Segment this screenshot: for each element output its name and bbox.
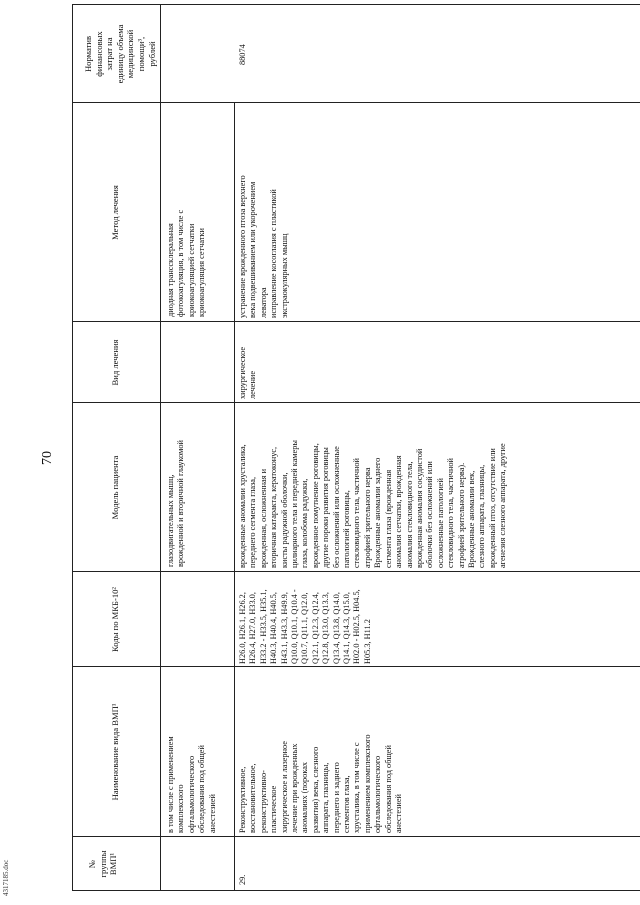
header-treatment-method: Метод лечения [110,185,120,240]
table-top-border [72,5,73,891]
header-vmp-name: Наименование вида ВМП¹ [110,703,120,801]
continuation-treatment-method: диодная транссклеральная фотокоагуляция, в том числе с криокоагуляцией сетчатки криокоагуляция сетчатки [166,209,207,317]
table-right-border [72,4,640,5]
row29-vmp-name: Реконструктивное, восстановительное, реконструктивно- пластическое хирургическое и лазерное лечение при врожденных аномалиях (пороках развития) века, слезного аппарата, глазницы, переднего и заднего сегментов глаза, хрусталика, в том числе с применением комплексного офтальмологического обследования под общей анестезией [238,734,404,833]
header-icd-codes: Коды по МКБ-10² [110,586,120,653]
header-group-number: № группы ВМП¹ [87,850,119,878]
continuation-vmp-name: в том числе с применением комплексного офтальмологического обследования под общей анестезией [166,736,217,833]
header-cost-norm: Норматив финансовых затрат на единицу объема медицинской помощи³, рублей [83,24,157,84]
row29-group-number: 29. [238,874,247,885]
row29-icd-codes: H26.0, H26.1, H26.2, H26.4, H27.0, H33.0, H33.2 - H33.5, H35.1, H40.3, H40.4, H40.5, H43.1, H43.3, H49.9, Q10.0, Q10.1, Q10.4 - Q10.7, Q11.1, Q12.0, Q12.1, Q12.3, Q12.4, Q12.8, Q13.0, Q13.3, Q13.4, Q13.8, Q14.0, Q14.1, Q14.3, Q15.0, H02.0 - H02.5, H04.5, H05.3, H11.2 [238,589,372,664]
row29-treatment-type: хирургическое лечение [238,346,258,399]
continuation-patient-model: глазодвигательных мышц, врожденной и вторичной глаукомой [166,440,186,567]
header-treatment-type: Вид лечения [110,339,120,386]
col-divider [72,890,640,891]
file-footer: 4317185.doc [2,859,10,896]
col-divider [72,836,640,837]
col-divider [72,102,640,103]
col-divider [72,321,640,322]
col-divider [72,666,640,667]
header-patient-model: Модель пациента [110,455,120,520]
page-number: 70 [40,451,55,465]
header-bottom-border [160,5,161,891]
row-separator [234,103,235,891]
col-divider [72,571,640,572]
row29-patient-model: врожденные аномалии хрусталика, переднего сегмента глаза, врожденная, осложненная и вторичная катаракта, кератоконус, кисты радужной оболочки, цилиарного тела и передней камеры глаза, колобома радужки, врожденное помутнение роговицы, другие пороки развития роговицы без осложнений или осложненные патологией роговицы, стекловидного тела, частичной атрофией зрительного нерва Врожденные аномалии заднего сегмента глаза (врожденная аномалия сетчатки, врожденная аномалия стекловидного тела, врожденная аномалия сосудистой оболочки без осложнений или осложненные патологией стекловидного тела, частичной атрофией зрительного нерва). Врожденные аномалии век, слезного аппарата, глазницы, врожденный птоз, отсутствие или агенезия слезного аппарата, другие [238,440,508,568]
row29-cost: 88074 [238,44,247,65]
row29-treatment-method: устранение врожденного птоза верхнего века подвешиванием или укорочением леватора исправление косоглазия с пластикой экстраокулярных мышц [238,175,289,318]
